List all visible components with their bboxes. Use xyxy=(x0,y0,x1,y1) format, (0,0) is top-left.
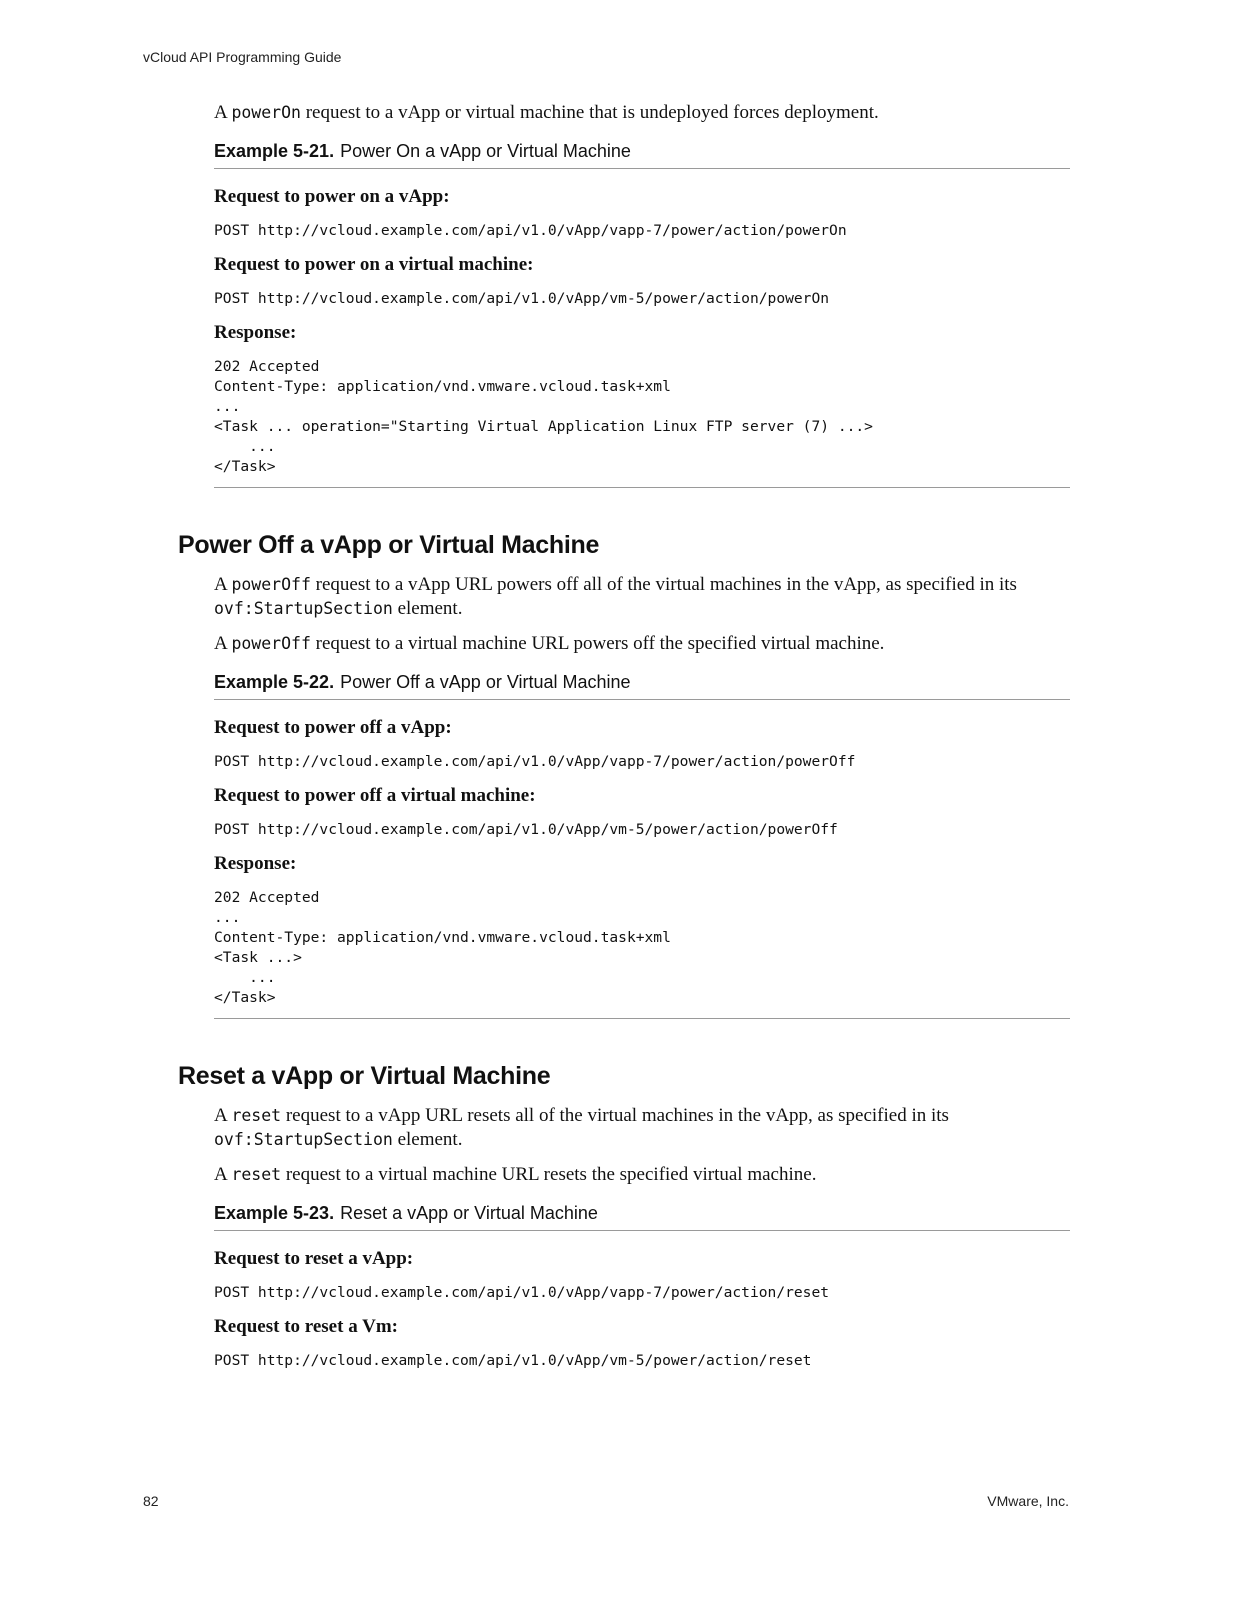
example-title: Power On a vApp or Virtual Machine xyxy=(340,141,631,161)
power-off-paragraph-1 xyxy=(214,573,1070,621)
footer-page-number: 82 xyxy=(143,1493,159,1509)
section-heading-power-off: Power Off a vApp or Virtual Machine xyxy=(178,531,600,559)
example-5-21 xyxy=(214,141,1070,488)
running-header: vCloud API Programming Guide xyxy=(143,49,342,65)
response-label: Response: xyxy=(214,322,297,343)
paragraph-text: A xyxy=(214,574,232,595)
example-5-22 xyxy=(214,672,1070,1019)
paragraph-text: request to a vApp URL resets all of the virtual machines in the vApp, as specified in its xyxy=(281,1105,949,1126)
request-code: POST http://vcloud.example.com/api/v1.0/vApp/vm-5/power/action/powerOn xyxy=(214,290,830,307)
intro-paragraph xyxy=(214,101,1070,125)
request-code: POST http://vcloud.example.com/api/v1.0/vApp/vapp-7/power/action/powerOff xyxy=(214,753,856,770)
example-body xyxy=(214,1231,1070,1371)
paragraph-text: request to a virtual machine URL resets the specified virtual machine. xyxy=(281,1164,817,1185)
inline-code: reset xyxy=(231,1165,282,1184)
intro-text-pre: A xyxy=(214,102,232,123)
reset-paragraph-2 xyxy=(214,1163,1070,1187)
response-label: Response: xyxy=(214,853,297,874)
request-code: POST http://vcloud.example.com/api/v1.0/vApp/vapp-7/power/action/powerOn xyxy=(214,222,847,239)
section-heading-reset: Reset a vApp or Virtual Machine xyxy=(178,1062,551,1090)
paragraph-text: A xyxy=(214,633,232,654)
request-label: Request to reset a Vm: xyxy=(214,1316,398,1337)
request-label: Request to power off a virtual machine: xyxy=(214,785,536,806)
footer-company: VMware, Inc. xyxy=(987,1493,1069,1509)
example-label: Example 5-22. xyxy=(214,672,335,692)
request-label: Request to reset a vApp: xyxy=(214,1248,414,1269)
example-title: Reset a vApp or Virtual Machine xyxy=(340,1203,598,1223)
response-code: 202 Accepted ... Content-Type: application/vnd.vmware.vcloud.task+xml <Task ...> ... </Task> xyxy=(214,889,671,1006)
paragraph-text: A xyxy=(214,1164,232,1185)
example-label: Example 5-23. xyxy=(214,1203,335,1223)
intro-code: powerOn xyxy=(231,103,301,122)
example-body xyxy=(214,700,1070,1019)
paragraph-text: request to a virtual machine URL powers off the specified virtual machine. xyxy=(310,633,885,654)
example-caption xyxy=(214,672,1070,700)
reset-paragraph-1 xyxy=(214,1104,1070,1152)
example-caption xyxy=(214,1203,1070,1231)
paragraph-text: element. xyxy=(392,598,463,619)
power-off-paragraph-2 xyxy=(214,632,1070,656)
inline-code: ovf:StartupSection xyxy=(214,599,393,618)
request-label: Request to power off a vApp: xyxy=(214,717,452,738)
example-caption xyxy=(214,141,1070,169)
request-label: Request to power on a virtual machine: xyxy=(214,254,534,275)
inline-code: reset xyxy=(231,1106,282,1125)
intro-text-post: request to a vApp or virtual machine that is undeployed forces deployment. xyxy=(300,102,879,123)
example-title: Power Off a vApp or Virtual Machine xyxy=(340,672,631,692)
request-code: POST http://vcloud.example.com/api/v1.0/vApp/vapp-7/power/action/reset xyxy=(214,1284,830,1301)
example-label: Example 5-21. xyxy=(214,141,335,161)
request-code: POST http://vcloud.example.com/api/v1.0/vApp/vm-5/power/action/reset xyxy=(214,1352,812,1369)
example-body xyxy=(214,169,1070,488)
paragraph-text: element. xyxy=(392,1129,463,1150)
inline-code: ovf:StartupSection xyxy=(214,1130,393,1149)
example-5-23 xyxy=(214,1203,1070,1383)
paragraph-text: A xyxy=(214,1105,232,1126)
inline-code: powerOff xyxy=(231,575,311,594)
request-label: Request to power on a vApp: xyxy=(214,186,450,207)
inline-code: powerOff xyxy=(231,634,311,653)
response-code: 202 Accepted Content-Type: application/vnd.vmware.vcloud.task+xml ... <Task ... operation="Starting Virtual Application Linux FTP server (7) ...> ... </Task> xyxy=(214,358,873,475)
paragraph-text: request to a vApp URL powers off all of the virtual machines in the vApp, as specified in its xyxy=(310,574,1017,595)
request-code: POST http://vcloud.example.com/api/v1.0/vApp/vm-5/power/action/powerOff xyxy=(214,821,838,838)
